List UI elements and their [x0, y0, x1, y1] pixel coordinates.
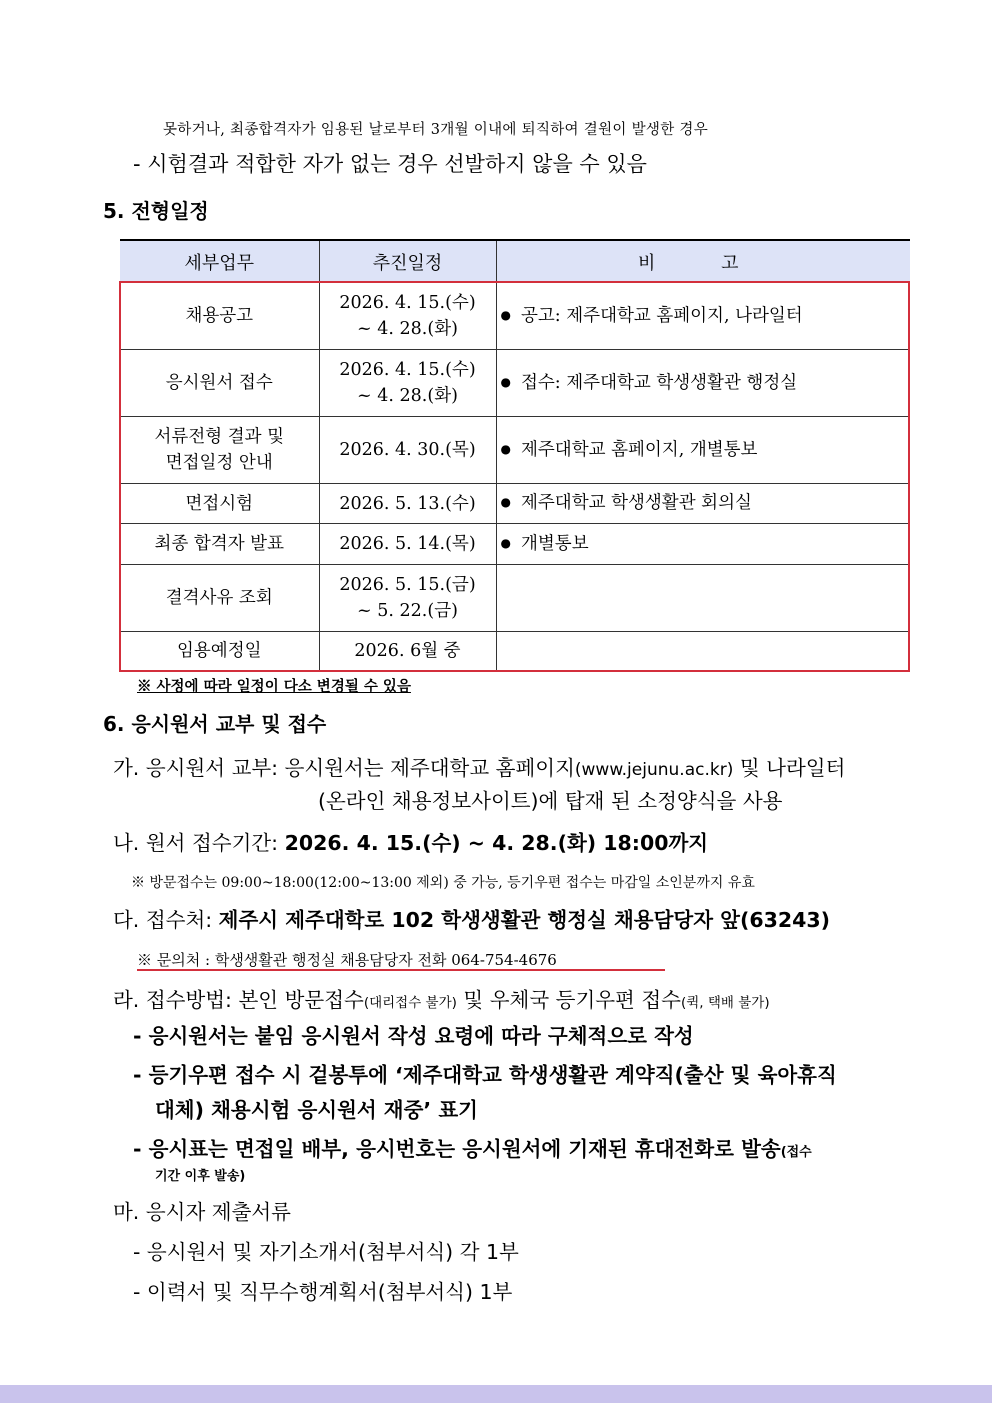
- col-header-task: 세부업무: [120, 240, 319, 283]
- note-text: ● 접수: 제주대학교 학생생활관 행정실: [501, 373, 798, 393]
- cell-task: [120, 417, 319, 484]
- date-end: ~ 5. 22.(금): [357, 601, 458, 621]
- date-start: 2026. 4. 15.(수): [339, 360, 476, 380]
- date-end: ~ 4. 28.(화): [357, 319, 458, 339]
- dash3-small: (접수: [780, 1145, 812, 1160]
- col-header-date: 추진일정: [319, 240, 496, 283]
- cell-date: [319, 283, 496, 350]
- date-start: 2026. 5. 15.(금): [339, 575, 476, 595]
- section6-title: 6. 응시원서 교부 및 접수: [103, 712, 327, 736]
- da-address: 제주시 제주대학로 102 학생생활관 행정실 채용담당자 앞(63243): [218, 908, 831, 932]
- contact-note: ※ 문의처 : 학생생활관 행정실 채용담당자 전화 064-754-4676: [137, 951, 557, 969]
- visit-note: ※ 방문접수는 09:00~18:00(12:00~13:00 제외) 중 가능, 등기우편 접수는 마감일 소인분까지 유효: [131, 875, 755, 891]
- item-da: [113, 903, 830, 933]
- schedule-table: [120, 239, 910, 670]
- table-row: [120, 283, 910, 350]
- note-text: ● 개별통보: [501, 534, 589, 554]
- cell-note: [496, 632, 910, 670]
- cell-note: [496, 283, 910, 350]
- col-header-note: 비 고: [496, 240, 910, 283]
- cell-date: 2026. 5. 13.(수): [319, 484, 496, 524]
- table-row: [120, 524, 910, 565]
- section5-title: 5. 전형일정: [103, 199, 209, 223]
- dash-item-2: - 등기우편 접수 시 겉봉투에 ‘제주대학교 학생생활관 계약직(출산 및 육아휴직: [133, 1063, 837, 1087]
- table-row: [120, 632, 910, 670]
- cell-note: [496, 417, 910, 484]
- task-line1: 서류전형 결과 및: [154, 427, 284, 447]
- table-header-row: [120, 240, 910, 283]
- dash3-text: - 응시표는 면접일 배부, 응시번호는 응시원서에 기재된 휴대전화로 발송: [133, 1137, 781, 1161]
- cell-date: 2026. 6월 중: [319, 632, 496, 670]
- note-text: ● 공고: 제주대학교 홈페이지, 나라일터: [501, 306, 803, 326]
- continuation-line: 못하거나, 최종합격자가 임용된 날로부터 3개월 이내에 퇴직하여 결원이 발생한 경우: [163, 122, 709, 138]
- item-na: [113, 826, 708, 856]
- na-prefix: 나. 원서 접수기간:: [113, 831, 285, 855]
- ma-item-1: - 응시원서 및 자기소개서(첨부서식) 각 1부: [133, 1240, 519, 1264]
- contact-underline: [137, 969, 665, 971]
- cell-note: [496, 524, 910, 565]
- no-selection-note: - 시험결과 적합한 자가 없는 경우 선발하지 않을 수 있음: [133, 152, 647, 176]
- table-row: [120, 350, 910, 417]
- note-text: ● 제주대학교 홈페이지, 개별통보: [501, 440, 758, 460]
- item-ga: [113, 751, 845, 781]
- cell-task: 응시원서 접수: [120, 350, 319, 417]
- website-link[interactable]: (www.jejunu.ac.kr): [574, 760, 734, 780]
- dash-item-2-cont: 대체) 채용시험 응시원서 재중’ 표기: [155, 1098, 478, 1122]
- ra-part2: 및 우체국 등기우편 접수: [456, 988, 681, 1012]
- cell-note: [496, 350, 910, 417]
- cell-task: 최종 합격자 발표: [120, 524, 319, 565]
- item-ra: [113, 983, 770, 1013]
- cell-date: 2026. 4. 30.(목): [319, 417, 496, 484]
- ga-prefix: 가. 응시원서 교부: 응시원서는 제주대학교 홈페이지: [113, 756, 575, 780]
- na-period: 2026. 4. 15.(수) ~ 4. 28.(화) 18:00까지: [284, 831, 709, 855]
- ra-small1: (대리접수 불가): [363, 995, 457, 1011]
- item-ma: 마. 응시자 제출서류: [113, 1200, 291, 1224]
- ma-item-2: - 이력서 및 직무수행계획서(첨부서식) 1부: [133, 1280, 513, 1304]
- cell-note: [496, 565, 910, 632]
- dash-item-3: [133, 1132, 812, 1162]
- ga-suffix: 및 나라일터: [733, 756, 846, 780]
- table-row: [120, 417, 910, 484]
- cell-task: 결격사유 조회: [120, 565, 319, 632]
- cell-task: 임용예정일: [120, 632, 319, 670]
- schedule-change-note: ※ 사정에 따라 일정이 다소 변경될 수 있음: [137, 678, 411, 695]
- cell-date: [319, 350, 496, 417]
- da-prefix: 다. 접수처:: [113, 908, 219, 932]
- ra-small2: (퀵, 택배 불가): [681, 995, 770, 1011]
- cell-date: 2026. 5. 14.(목): [319, 524, 496, 565]
- dash-item-1: - 응시원서는 붙임 응시원서 작성 요령에 따라 구체적으로 작성: [133, 1024, 694, 1048]
- item-ga-line2: (온라인 채용정보사이트)에 탑재 된 소정양식을 사용: [318, 789, 783, 813]
- dash-item-3-cont: 기간 이후 발송): [155, 1169, 246, 1184]
- ra-part1: 라. 접수방법: 본인 방문접수: [113, 988, 364, 1012]
- note-text: ● 제주대학교 학생생활관 회의실: [501, 493, 752, 513]
- cell-date: [319, 565, 496, 632]
- cell-task: 면접시험: [120, 484, 319, 524]
- cell-task: 채용공고: [120, 283, 319, 350]
- cell-note: [496, 484, 910, 524]
- footer-bar: [0, 1385, 992, 1403]
- date-end: ~ 4. 28.(화): [357, 386, 458, 406]
- date-start: 2026. 4. 15.(수): [339, 293, 476, 313]
- task-line2: 면접일정 안내: [165, 453, 273, 473]
- table-row: [120, 565, 910, 632]
- table-row: [120, 484, 910, 524]
